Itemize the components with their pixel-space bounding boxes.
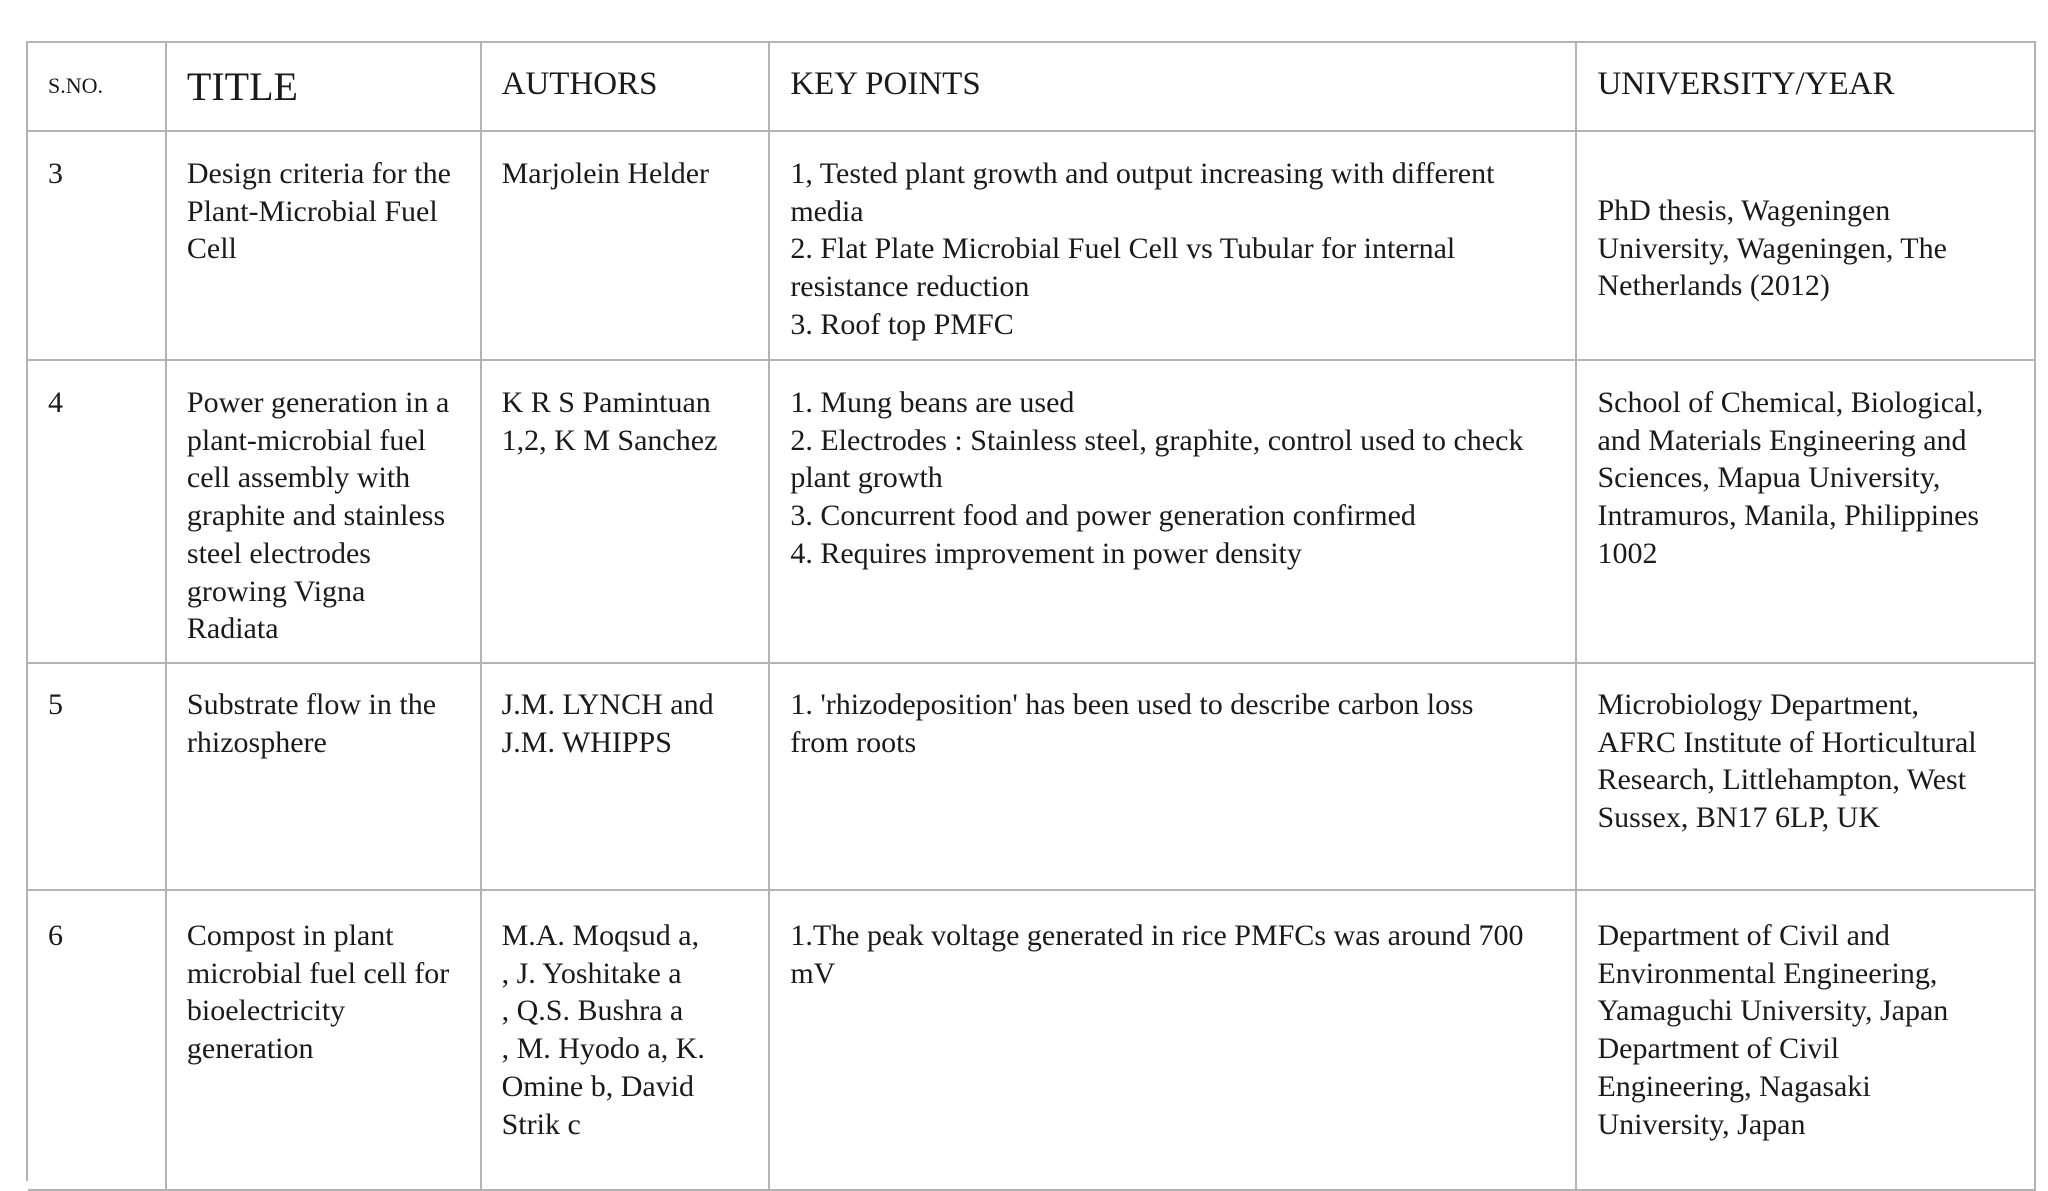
cell-key-points: 1. Mung beans are used 2. Electrodes : Stainless steel, graphite, control used to check plant growth 3. Concurrent food and power generation confirmed 4. Requires improvement in power density xyxy=(770,361,1577,664)
cell-title: Compost in plant microbial fuel cell for bioelectricity generation xyxy=(167,891,482,1191)
cell-key-points: 1. 'rhizodeposition' has been used to describe carbon loss from roots xyxy=(770,664,1577,891)
cell-authors: J.M. LYNCH and J.M. WHIPPS xyxy=(482,664,771,891)
header-sno: S.NO. xyxy=(28,43,167,132)
table-row xyxy=(28,361,2036,664)
cell-authors: Marjolein Helder xyxy=(482,132,771,361)
cell-key-points: 1.The peak voltage generated in rice PMFCs was around 700 mV xyxy=(770,891,1577,1191)
header-key-points: KEY POINTS xyxy=(770,43,1577,132)
cell-university-year: Microbiology Department, AFRC Institute of Horticultural Research, Littlehampton, West Sussex, BN17 6LP, UK xyxy=(1577,664,2036,891)
header-title: TITLE xyxy=(167,43,482,132)
cell-university-year: School of Chemical, Biological, and Materials Engineering and Sciences, Mapua University, Intramuros, Manila, Philippines 1002 xyxy=(1577,361,2036,664)
table-row xyxy=(28,664,2036,891)
cell-title: Power generation in a plant-microbial fuel cell assembly with graphite and stainless steel electrodes growing Vigna Radiata xyxy=(167,361,482,664)
literature-review-table xyxy=(26,41,2036,1181)
cell-university-year: PhD thesis, Wageningen University, Wageningen, The Netherlands (2012) xyxy=(1577,132,2036,361)
cell-authors: K R S Pamintuan 1,2, K M Sanchez xyxy=(482,361,771,664)
table-row xyxy=(28,891,2036,1191)
table-row xyxy=(28,132,2036,361)
table-header-row xyxy=(28,43,2036,132)
cell-sno: 5 xyxy=(28,664,167,891)
header-authors: AUTHORS xyxy=(482,43,771,132)
cell-key-points: 1, Tested plant growth and output increasing with different media 2. Flat Plate Microbial Fuel Cell vs Tubular for internal resistance reduction 3. Roof top PMFC xyxy=(770,132,1577,361)
cell-title: Substrate flow in the rhizosphere xyxy=(167,664,482,891)
cell-sno: 6 xyxy=(28,891,167,1191)
cell-authors: M.A. Moqsud a, , J. Yoshitake a , Q.S. Bushra a , M. Hyodo a, K. Omine b, David Strik c xyxy=(482,891,771,1191)
header-university-year: UNIVERSITY/YEAR xyxy=(1577,43,2036,132)
cell-title: Design criteria for the Plant-Microbial Fuel Cell xyxy=(167,132,482,361)
cell-university-year: Department of Civil and Environmental Engineering, Yamaguchi University, Japan Department of Civil Engineering, Nagasaki University, Japan xyxy=(1577,891,2036,1191)
cell-sno: 3 xyxy=(28,132,167,361)
cell-sno: 4 xyxy=(28,361,167,664)
